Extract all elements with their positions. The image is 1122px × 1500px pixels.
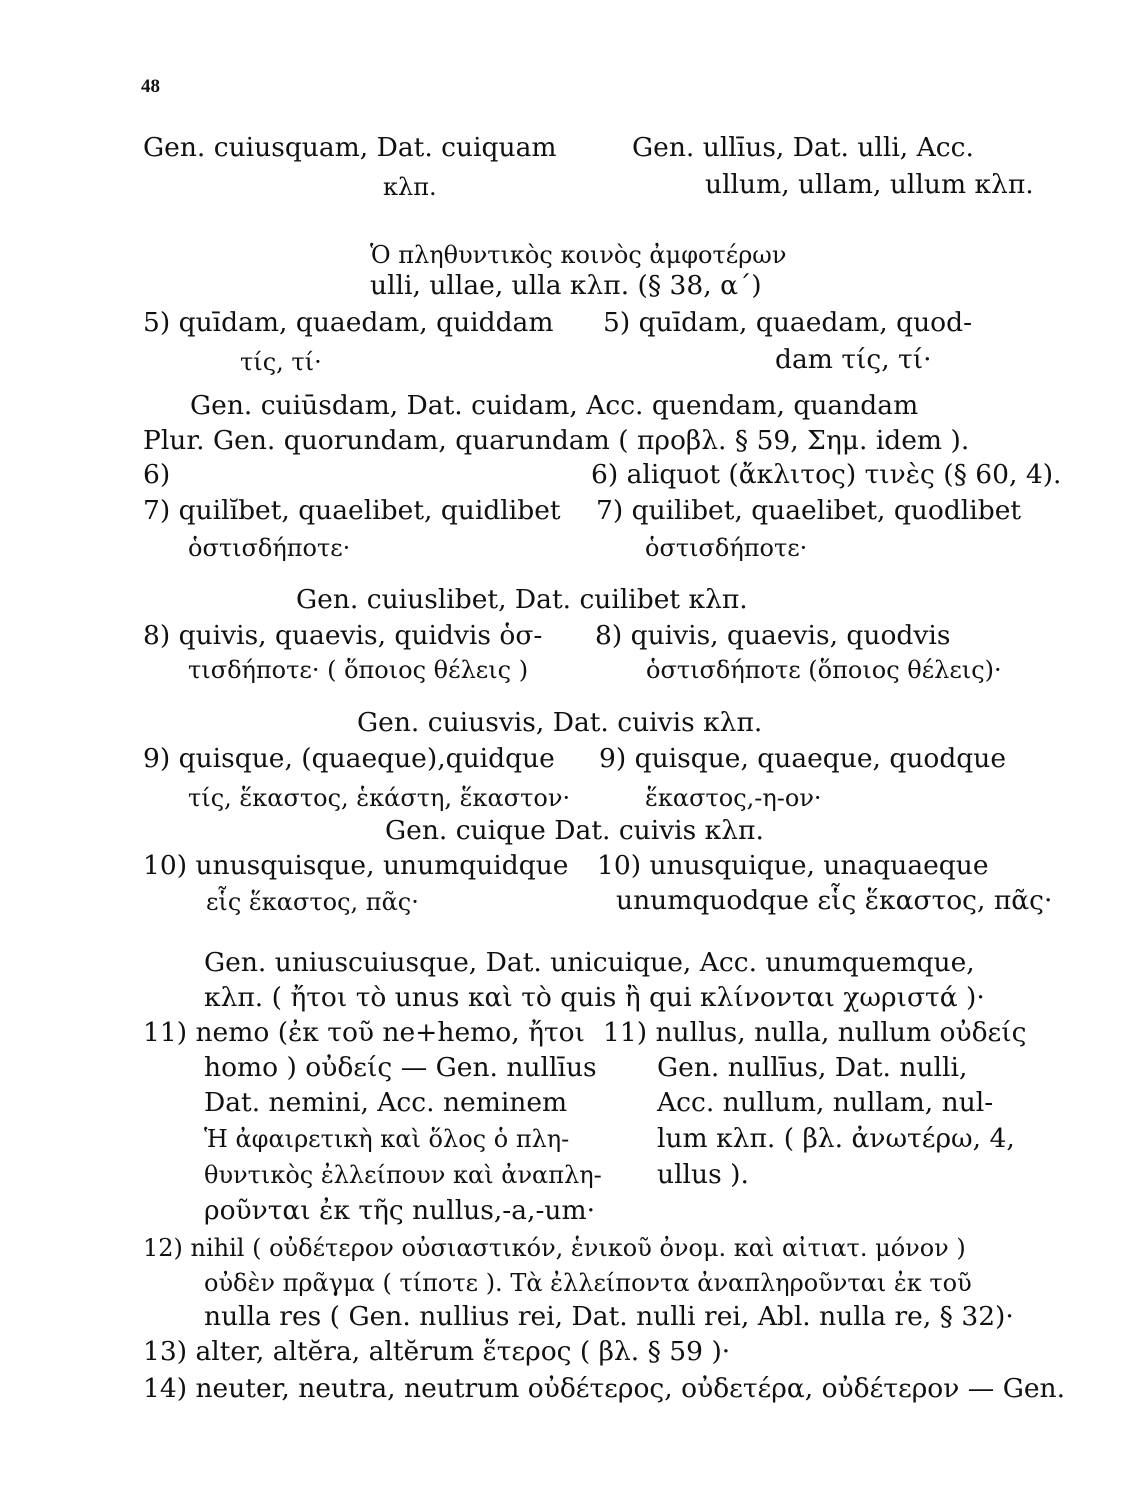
text-line: οὐδὲν πρᾶγμα ( τίποτε ). Τὰ ἐλλείποντα ἀναπληροῦνται ἐκ τοῦ [204, 1269, 972, 1297]
text-line: ἕκαστος,-η-ον· [645, 784, 822, 812]
text-line: τισδήποτε· ( ὅποιος θέλεις ) [188, 656, 529, 684]
text-line: ὁστισδήποτε (ὅποιος θέλεις)· [646, 656, 1002, 684]
text-line: lum κλπ. ( βλ. ἀνωτέρω, 4, [657, 1123, 1015, 1154]
page-number: 48 [141, 76, 160, 97]
text-line: ullum, ullam, ullum κλπ. [705, 169, 1034, 200]
text-line: dam τίς, τί· [775, 344, 932, 375]
text-line: 9) quisque, quaeque, quodque [599, 743, 1007, 774]
text-line: Gen. cuiūsdam, Dat. cuidam, Acc. quendam, quandam [190, 390, 919, 421]
text-line: 14) neuter, neutra, neutrum οὐδέτερος, οὐδετέρα, οὐδέτερον — Gen. [143, 1373, 1066, 1404]
text-line: ροῦνται ἐκ τῆς nullus,-a,-um· [204, 1195, 596, 1226]
text-line: 8) quivis, quaevis, quidvis ὁσ- [143, 620, 543, 651]
text-line: 11) nullus, nulla, nullum οὐδείς [603, 1017, 1027, 1048]
text-line: Ἡ ἀφαιρετικὴ καὶ ὅλος ὁ πλη- [204, 1125, 570, 1153]
text-line: ὁστισδήποτε· [188, 534, 351, 562]
text-line: ὁστισδήποτε· [645, 534, 808, 562]
text-line: Ὁ πληθυντικὸς κοινὸς ἀμφοτέρων [370, 241, 787, 269]
text-line: θυντικὸς ἐλλείπουν καὶ ἀναπλη- [204, 1161, 602, 1189]
text-line: 6) [143, 459, 171, 490]
text-line: 7) quilibet, quaelibet, quodlibet [596, 495, 1022, 526]
text-line: 12) nihil ( οὐδέτερον οὐσιαστικόν, ἑνικοῦ ὀνομ. καὶ αἰτιατ. μόνον ) [143, 1234, 966, 1262]
text-line: Gen. ullīus, Dat. ulli, Acc. [632, 132, 974, 163]
text-line: homo ) οὐδείς — Gen. nullīus [204, 1052, 597, 1083]
text-line: Gen. cuiusvis, Dat. cuivis κλπ. [357, 707, 763, 738]
text-line: 5) quīdam, quaedam, quiddam [143, 307, 554, 338]
text-line: εἷς ἕκαστος, πᾶς· [206, 888, 419, 916]
text-line: 8) quivis, quaevis, quodvis [595, 620, 951, 651]
text-line: κλπ. [383, 173, 437, 201]
text-line: τίς, τί· [240, 348, 322, 376]
text-line: Gen. cuiusquam, Dat. cuiquam [143, 132, 557, 163]
text-line: Gen. cuiuslibet, Dat. cuilibet κλπ. [296, 584, 748, 615]
text-line: 13) alter, altĕra, altĕrum ἕτερος ( βλ. § 59 )· [143, 1336, 731, 1367]
text-line: 7) quilĭbet, quaelibet, quidlibet [143, 495, 561, 526]
text-line: τίς, ἕκαστος, ἑκάστη, ἕκαστον· [188, 784, 571, 812]
text-line: ulli, ullae, ulla κλπ. (§ 38, α΄) [370, 270, 762, 301]
text-line: Gen. nullīus, Dat. nulli, [657, 1052, 968, 1083]
text-line: Plur. Gen. quorundam, quarundam ( προβλ. § 59, Σημ. idem ). [143, 425, 970, 456]
text-line: Gen. uniuscuiusque, Dat. unicuique, Acc. unumquemque, [204, 947, 975, 978]
text-line: 9) quisque, (quaeque),quidque [143, 743, 555, 774]
text-line: unumquodque εἷς ἕκαστος, πᾶς· [616, 885, 1053, 916]
text-line: 6) aliquot (ἄκλιτος) τινὲς (§ 60, 4). [591, 459, 1062, 490]
text-line: 11) nemo (ἐκ τοῦ ne+hemo, ἤτοι [143, 1017, 585, 1048]
text-line: Acc. nullum, nullam, nul- [657, 1087, 994, 1118]
text-line: nulla res ( Gen. nullius rei, Dat. nulli rei, Abl. nulla re, § 32)· [204, 1301, 1014, 1332]
text-line: 5) quīdam, quaedam, quod- [603, 307, 973, 338]
text-line: ullus ). [657, 1159, 749, 1190]
text-line: Gen. cuique Dat. cuivis κλπ. [385, 815, 764, 846]
text-line: 10) unusquisque, unumquidque [143, 850, 569, 881]
text-line: 10) unusquique, unaquaeque [597, 850, 989, 881]
text-line: Dat. nemini, Acc. neminem [204, 1087, 568, 1118]
text-line: κλπ. ( ἤτοι τὸ unus καὶ τὸ quis ἢ qui κλίνονται χωριστά )· [204, 982, 985, 1013]
